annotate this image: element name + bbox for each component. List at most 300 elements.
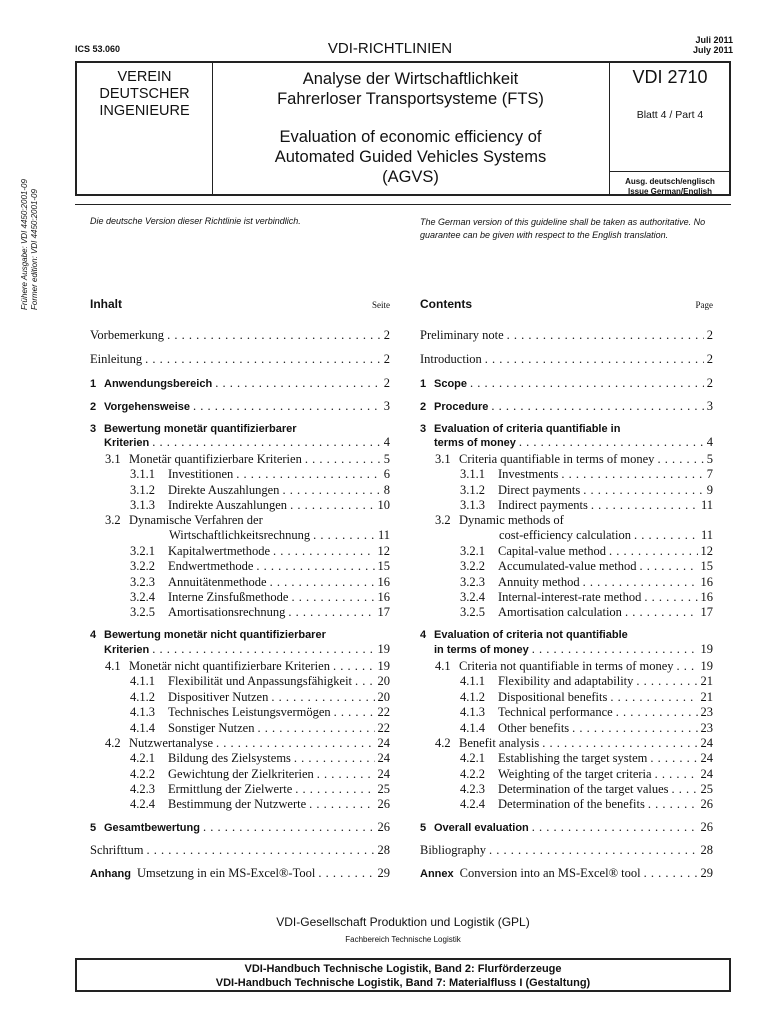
toc-entry[interactable] bbox=[460, 751, 713, 766]
toc-entry-label: Determination of the target values bbox=[498, 782, 669, 796]
toc-entry-label: Establishing the target system bbox=[498, 751, 648, 765]
toc-entry-number: 1 bbox=[90, 378, 97, 390]
toc-entry-number: 5 bbox=[90, 822, 97, 834]
toc-entry[interactable] bbox=[130, 544, 390, 559]
handbook-line: VDI-Handbuch Technische Logistik, Band 2: Flurförderzeuge bbox=[244, 963, 562, 975]
toc-entry-label: Kriterien bbox=[104, 437, 150, 449]
toc-entry-label: Determination of the benefits bbox=[498, 797, 645, 811]
toc-entry-number: 4.2 bbox=[105, 736, 121, 750]
leader-dots bbox=[305, 452, 381, 467]
toc-entry[interactable] bbox=[130, 721, 390, 736]
toc-entry[interactable] bbox=[130, 575, 390, 590]
toc-entry-label: Accumulated-value method bbox=[498, 559, 637, 573]
toc-entry[interactable] bbox=[105, 659, 390, 674]
toc-entry-number: 3.2.3 bbox=[130, 575, 155, 589]
toc-entry-label: Indirekte Auszahlungen bbox=[168, 498, 288, 512]
leader-dots bbox=[355, 674, 374, 689]
toc-entry[interactable] bbox=[131, 528, 390, 543]
toc-entry-page: 19 bbox=[700, 642, 713, 656]
toc-entry-number: 4.1.4 bbox=[460, 721, 485, 735]
handbook-box bbox=[75, 958, 731, 992]
toc-entry-number: 3.2 bbox=[105, 513, 121, 527]
toc-entry-label: Bestimmung der Nutzwerte bbox=[168, 797, 307, 811]
toc-entry-page: 24 bbox=[700, 736, 713, 750]
toc-entry[interactable] bbox=[460, 575, 713, 590]
toc-entry-label: Investitionen bbox=[168, 467, 234, 481]
toc-entry-number: 3.1.1 bbox=[460, 467, 485, 481]
toc-entry-number: 4.2 bbox=[435, 736, 451, 750]
toc-entry-label: terms of money bbox=[434, 437, 516, 449]
toc-entry[interactable] bbox=[420, 376, 713, 391]
toc-entry[interactable] bbox=[435, 452, 713, 467]
toc-entry[interactable] bbox=[130, 605, 390, 620]
toc-entry-label: Ermittlung der Zielwerte bbox=[168, 782, 293, 796]
toc-entry-number: 4.1 bbox=[105, 659, 121, 673]
leader-dots bbox=[470, 376, 704, 391]
toc-entry[interactable] bbox=[105, 513, 390, 528]
toc-entry-number: 2 bbox=[90, 401, 97, 413]
leader-dots bbox=[644, 590, 697, 605]
leader-dots bbox=[295, 782, 374, 797]
toc-entry[interactable] bbox=[90, 328, 390, 343]
toc-entry-page: 24 bbox=[377, 751, 390, 765]
leader-dots bbox=[256, 559, 374, 574]
toc-entry-page: 23 bbox=[700, 705, 713, 719]
toc-entry-label: Criteria quantifiable in terms of money bbox=[459, 452, 655, 466]
toc-entry[interactable] bbox=[460, 498, 713, 513]
toc-entry[interactable] bbox=[105, 452, 390, 467]
toc-entry-page: 6 bbox=[383, 467, 390, 481]
toc-entry-page: 26 bbox=[377, 820, 390, 834]
toc-entry-number: 3.1.3 bbox=[460, 498, 485, 512]
toc-entry[interactable] bbox=[460, 544, 713, 559]
toc-entry-number: 5 bbox=[420, 822, 427, 834]
leader-dots bbox=[318, 866, 374, 881]
toc-entry[interactable] bbox=[460, 467, 713, 482]
leader-dots bbox=[145, 352, 381, 367]
toc-entry[interactable] bbox=[420, 435, 713, 450]
leader-dots bbox=[532, 820, 698, 835]
toc-entry-label: Flexibility and adaptability bbox=[498, 674, 634, 688]
toc-entry-number: 4.1.1 bbox=[460, 674, 485, 688]
binding-note-en: The German version of this guideline shall be taken as authoritative. No guarantee can be given with respect to the English translation. bbox=[420, 217, 706, 240]
toc-entry-label: in terms of money bbox=[434, 644, 529, 656]
toc-entry-number: 3.1.3 bbox=[130, 498, 155, 512]
leader-dots bbox=[288, 605, 374, 620]
toc-entry-number: 3.1.1 bbox=[130, 467, 155, 481]
toc-entry-label: Introduction bbox=[420, 352, 482, 366]
toc-entry[interactable] bbox=[130, 705, 390, 720]
leader-dots bbox=[271, 690, 374, 705]
leader-dots bbox=[313, 528, 375, 543]
leader-dots bbox=[640, 559, 698, 574]
toc-entry-label: Wirtschaftlichkeitsrechnung bbox=[169, 528, 311, 542]
document-number: VDI 2710 bbox=[632, 67, 708, 87]
toc-entry[interactable] bbox=[130, 467, 390, 482]
leader-dots bbox=[309, 797, 374, 812]
toc-entry-page: 17 bbox=[700, 605, 713, 619]
toc-entry[interactable] bbox=[130, 498, 390, 513]
toc-entry[interactable] bbox=[460, 782, 713, 797]
leader-dots bbox=[672, 782, 698, 797]
toc-de bbox=[90, 293, 390, 880]
toc-entry-number: Annex bbox=[420, 868, 454, 880]
toc-entry-page: 11 bbox=[377, 528, 390, 542]
ics-code: ICS 53.060 bbox=[75, 44, 121, 54]
toc-entry[interactable] bbox=[420, 866, 713, 881]
toc-entry-page: 24 bbox=[700, 767, 713, 781]
society-name: VDI-Gesellschaft Produktion und Logistik (GPL) bbox=[276, 915, 530, 929]
leader-dots bbox=[146, 843, 374, 858]
toc-entry-page: 21 bbox=[700, 690, 713, 704]
toc-entry-page: 16 bbox=[700, 575, 713, 589]
toc-entry-number: 3 bbox=[90, 423, 97, 435]
leader-dots bbox=[677, 659, 698, 674]
toc-entry[interactable] bbox=[420, 843, 713, 858]
toc-entry-page: 26 bbox=[377, 797, 390, 811]
toc-entry-label: Bibliography bbox=[420, 843, 486, 857]
leader-dots bbox=[317, 767, 375, 782]
former-edition-en: Former edition: VDI 4450:2001-09 bbox=[30, 189, 39, 310]
leader-dots bbox=[616, 705, 698, 720]
toc-en bbox=[420, 293, 713, 880]
toc-entry-number: 3.1.2 bbox=[460, 483, 485, 497]
toc-entry-page: 25 bbox=[377, 782, 390, 796]
toc-entry-number: 3.2.2 bbox=[460, 559, 485, 573]
issue-language: Ausg. deutsch/englisch Issue German/English bbox=[625, 177, 715, 196]
toc-entry-page: 16 bbox=[377, 575, 390, 589]
toc-entry-page: 5 bbox=[383, 452, 390, 466]
leader-dots bbox=[333, 659, 375, 674]
toc-entry-page: 2 bbox=[706, 328, 713, 342]
toc-entry-label: Sonstiger Nutzen bbox=[168, 721, 255, 735]
toc-entry-number: 3.2.3 bbox=[460, 575, 485, 589]
toc-entry[interactable] bbox=[435, 736, 713, 751]
toc-entry-label: Direct payments bbox=[498, 483, 581, 497]
toc-entry-label: Direkte Auszahlungen bbox=[168, 483, 280, 497]
toc-entry-label: Internal-interest-rate method bbox=[498, 590, 642, 604]
toc-entry-number: 4.2.4 bbox=[460, 797, 485, 811]
leader-dots bbox=[625, 605, 698, 620]
toc-entry[interactable] bbox=[130, 690, 390, 705]
issue-date bbox=[693, 35, 733, 55]
toc-entry[interactable] bbox=[90, 628, 390, 643]
leader-dots bbox=[193, 399, 381, 414]
toc-entry-number: 4.2.4 bbox=[130, 797, 155, 811]
toc-entry[interactable] bbox=[130, 483, 390, 498]
leader-dots bbox=[167, 328, 381, 343]
leader-dots bbox=[491, 399, 703, 414]
toc-entry-page: 3 bbox=[706, 399, 713, 413]
toc-entry[interactable] bbox=[460, 797, 713, 812]
toc-entry-number: 3.1 bbox=[105, 452, 121, 466]
toc-entry-page: 21 bbox=[700, 674, 713, 688]
toc-entry-label: Schrifttum bbox=[90, 843, 144, 857]
toc-entry-label: Overall evaluation bbox=[434, 822, 529, 834]
toc-entry[interactable] bbox=[90, 352, 390, 367]
toc-entry-label: Dispositiver Nutzen bbox=[168, 690, 269, 704]
leader-dots bbox=[257, 721, 374, 736]
toc-entry[interactable] bbox=[420, 642, 713, 657]
toc-entry-label: Investments bbox=[498, 467, 559, 481]
leader-dots bbox=[282, 483, 380, 498]
toc-entry-number: 3.2.5 bbox=[460, 605, 485, 619]
toc-entry-page: 28 bbox=[377, 843, 390, 857]
toc-entry-label: Annuity method bbox=[498, 575, 580, 589]
toc-entry[interactable] bbox=[420, 352, 713, 367]
toc-entry[interactable] bbox=[420, 328, 713, 343]
leader-dots bbox=[542, 736, 697, 751]
toc-entry-number: 3.2.1 bbox=[460, 544, 485, 558]
toc-entry-page: 19 bbox=[377, 659, 390, 673]
toc-entry[interactable] bbox=[460, 690, 713, 705]
toc-entry-page: 26 bbox=[700, 797, 713, 811]
toc-entry-page: 23 bbox=[700, 721, 713, 735]
toc-entry[interactable] bbox=[460, 483, 713, 498]
toc-entry-page: 2 bbox=[706, 376, 713, 390]
toc-entry[interactable] bbox=[460, 674, 713, 689]
toc-entry-label: Bewertung monetär nicht quantifizierbarer bbox=[104, 629, 326, 641]
page-label: Page bbox=[695, 300, 713, 310]
toc-entry-label: Criteria not quantifiable in terms of money bbox=[459, 659, 674, 673]
toc-entry-label: cost-efficiency calculation bbox=[499, 528, 631, 542]
toc-entry-page: 12 bbox=[700, 544, 713, 558]
toc-entry-page: 25 bbox=[700, 782, 713, 796]
toc-entry-label: Other benefits bbox=[498, 721, 570, 735]
toc-entry-label: Evaluation of criteria not quantifiable bbox=[434, 629, 628, 641]
toc-entry-number: 1 bbox=[420, 378, 427, 390]
toc-entry-page: 17 bbox=[377, 605, 390, 619]
toc-entry-page: 9 bbox=[706, 483, 713, 497]
toc-entry-number: 4.2.2 bbox=[460, 767, 485, 781]
toc-entry-page: 4 bbox=[706, 435, 713, 449]
toc-entry-page: 24 bbox=[700, 751, 713, 765]
toc-entry-label: Evaluation of criteria quantifiable in bbox=[434, 423, 621, 435]
toc-entry-page: 16 bbox=[377, 590, 390, 604]
toc-entry-number: 4.2.3 bbox=[460, 782, 485, 796]
leader-dots bbox=[507, 328, 704, 343]
toc-entry-label: Technisches Leistungsvermögen bbox=[168, 705, 331, 719]
division-name: Fachbereich Technische Logistik bbox=[345, 935, 461, 944]
toc-entry-page: 20 bbox=[377, 690, 390, 704]
leader-dots bbox=[591, 498, 698, 513]
toc-entry-page: 8 bbox=[383, 483, 390, 497]
binding-note-de: Die deutsche Version dieser Richtlinie ist verbindlich. bbox=[90, 216, 301, 226]
toc-entry-label: Endwertmethode bbox=[168, 559, 254, 573]
toc-entry-page: 12 bbox=[377, 544, 390, 558]
toc-entry[interactable] bbox=[460, 590, 713, 605]
toc-entry[interactable] bbox=[130, 590, 390, 605]
leader-dots bbox=[294, 751, 375, 766]
leader-dots bbox=[273, 544, 374, 559]
toc-entry-page: 28 bbox=[700, 843, 713, 857]
toc-entry-number: 4.2.2 bbox=[130, 767, 155, 781]
page-label: Seite bbox=[372, 300, 390, 310]
leader-dots bbox=[583, 575, 698, 590]
leader-dots bbox=[485, 352, 704, 367]
toc-entry[interactable] bbox=[461, 528, 713, 543]
toc-entry-number: 4.2.1 bbox=[460, 751, 485, 765]
toc-entry-label: Gewichtung der Zielkriterien bbox=[168, 767, 314, 781]
toc-entry-page: 24 bbox=[377, 767, 390, 781]
leader-dots bbox=[215, 376, 381, 391]
former-edition-de: Frühere Ausgabe: VDI 4450:2001-09 bbox=[20, 179, 29, 310]
leader-dots bbox=[650, 751, 697, 766]
toc-entry-number: 4.2.3 bbox=[130, 782, 155, 796]
toc-entry-label: Bewertung monetär quantifizierbarer bbox=[104, 423, 297, 435]
toc-entry[interactable] bbox=[90, 843, 390, 858]
toc-entry-number: 3 bbox=[420, 423, 427, 435]
toc-entry-page: 29 bbox=[377, 866, 390, 880]
toc-entry-page: 5 bbox=[706, 452, 713, 466]
toc-entry[interactable] bbox=[420, 820, 713, 835]
former-edition bbox=[20, 160, 40, 310]
leader-dots bbox=[657, 452, 703, 467]
toc-entry-label: Technical performance bbox=[498, 705, 613, 719]
toc-entry-label: Gesamtbewertung bbox=[104, 822, 200, 834]
toc-entry-label: Kapitalwertmethode bbox=[168, 544, 271, 558]
leader-dots bbox=[636, 674, 697, 689]
handbook-line: VDI-Handbuch Technische Logistik, Band 7: Materialfluss I (Gestaltung) bbox=[215, 977, 591, 989]
toc-entry-page: 19 bbox=[377, 642, 390, 656]
toc-entry[interactable] bbox=[90, 399, 390, 414]
toc-entry-number: 4.1.1 bbox=[130, 674, 155, 688]
toc-entry[interactable] bbox=[460, 605, 713, 620]
footer bbox=[75, 915, 731, 944]
toc-entry-label: Indirect payments bbox=[498, 498, 588, 512]
toc-entry[interactable] bbox=[435, 513, 713, 528]
toc-entry-label: Amortisationsrechnung bbox=[168, 605, 286, 619]
leader-dots bbox=[572, 721, 697, 736]
title-en: Evaluation of economic efficiency of Automated Guided Vehicles Systems (AGVS) bbox=[274, 128, 547, 186]
toc-entry-label: Scope bbox=[434, 378, 468, 390]
toc-entry-label: Flexibilität und Anpassungsfähigkeit bbox=[168, 674, 353, 688]
toc-entry-number: Anhang bbox=[90, 868, 131, 880]
toc-entry-page: 22 bbox=[377, 721, 390, 735]
toc-entry[interactable] bbox=[90, 435, 390, 450]
toc-heading: Contents bbox=[420, 297, 472, 311]
toc-entry[interactable] bbox=[460, 559, 713, 574]
toc-entry[interactable] bbox=[460, 767, 713, 782]
date-de: Juli 2011 bbox=[695, 35, 733, 45]
toc-entry-page: 19 bbox=[700, 659, 713, 673]
toc-entry-number: 3.2.5 bbox=[130, 605, 155, 619]
toc-entry-label: Annuitätenmethode bbox=[168, 575, 267, 589]
toc-entry-label: Weighting of the target criteria bbox=[498, 767, 652, 781]
toc-entry-label: Einleitung bbox=[90, 352, 143, 366]
toc-entry-label: Procedure bbox=[434, 401, 489, 413]
toc-entry[interactable] bbox=[130, 674, 390, 689]
leader-dots bbox=[152, 435, 381, 450]
toc-entry[interactable] bbox=[435, 659, 713, 674]
toc-entry-page: 11 bbox=[700, 498, 713, 512]
toc-entry-page: 3 bbox=[383, 399, 390, 413]
toc-entry-number: 3.2.1 bbox=[130, 544, 155, 558]
leader-dots bbox=[610, 690, 697, 705]
toc-heading: Inhalt bbox=[90, 297, 122, 311]
toc-entry-page: 22 bbox=[377, 705, 390, 719]
toc-entry-number: 4.1.4 bbox=[130, 721, 155, 735]
toc-entry[interactable] bbox=[90, 866, 390, 881]
toc-entry[interactable] bbox=[460, 705, 713, 720]
toc-entry[interactable] bbox=[105, 736, 390, 751]
toc-entry-label: Amortisation calculation bbox=[498, 605, 622, 619]
toc-entry[interactable] bbox=[130, 782, 390, 797]
toc-entry[interactable] bbox=[90, 376, 390, 391]
leader-dots bbox=[634, 528, 698, 543]
leader-dots bbox=[532, 642, 698, 657]
toc-entry[interactable] bbox=[130, 559, 390, 574]
toc-entry-label: Monetär nicht quantifizierbare Kriterien bbox=[129, 659, 330, 673]
toc-entry-page: 2 bbox=[383, 352, 390, 366]
leader-dots bbox=[583, 483, 703, 498]
toc-entry-number: 4 bbox=[420, 629, 427, 641]
leader-dots bbox=[290, 498, 374, 513]
toc-entry[interactable] bbox=[420, 628, 713, 643]
toc-entry-page: 16 bbox=[700, 590, 713, 604]
toc-entry-number: 3.2.2 bbox=[130, 559, 155, 573]
toc-entry-page: 20 bbox=[377, 674, 390, 688]
toc-entry[interactable] bbox=[130, 751, 390, 766]
toc-entry-number: 4.1.2 bbox=[460, 690, 485, 704]
toc-entry-number: 3.1.2 bbox=[130, 483, 155, 497]
leader-dots bbox=[152, 642, 374, 657]
toc-entry-number: 3.2.4 bbox=[460, 590, 485, 604]
toc-entry[interactable] bbox=[130, 767, 390, 782]
toc-entry-number: 2 bbox=[420, 401, 427, 413]
part-number: Blatt 4 / Part 4 bbox=[636, 109, 704, 121]
toc-entry-number: 3.1 bbox=[435, 452, 451, 466]
toc-entry-number: 4 bbox=[90, 629, 97, 641]
toc-entry-page: 7 bbox=[706, 467, 713, 481]
toc-entry-label: Dynamic methods of bbox=[459, 513, 564, 527]
toc-entry-label: Umsetzung in ein MS-Excel®-Tool bbox=[136, 866, 316, 880]
leader-dots bbox=[609, 544, 698, 559]
toc-entry-label: Dispositional benefits bbox=[498, 690, 608, 704]
toc-entry-page: 26 bbox=[700, 820, 713, 834]
toc-entry[interactable] bbox=[420, 399, 713, 414]
leader-dots bbox=[489, 843, 698, 858]
toc-entry-page: 11 bbox=[700, 528, 713, 542]
leader-dots bbox=[270, 575, 375, 590]
leader-dots bbox=[648, 797, 698, 812]
toc-entry-number: 4.2.1 bbox=[130, 751, 155, 765]
toc-entry[interactable] bbox=[460, 721, 713, 736]
leader-dots bbox=[655, 767, 698, 782]
publisher-name: VEREIN DEUTSCHER INGENIEURE bbox=[99, 69, 190, 119]
leader-dots bbox=[216, 736, 375, 751]
toc-entry-page: 4 bbox=[383, 435, 390, 449]
toc-entry-label: Vorbemerkung bbox=[90, 328, 165, 342]
toc-entry-page: 2 bbox=[383, 376, 390, 390]
toc-entry-label: Dynamische Verfahren der bbox=[129, 513, 263, 527]
toc-entry-label: Capital-value method bbox=[498, 544, 606, 558]
toc-entry-label: Monetär quantifizierbare Kriterien bbox=[129, 452, 302, 466]
leader-dots bbox=[561, 467, 703, 482]
toc-entry-label: Nutzwertanalyse bbox=[129, 736, 213, 750]
title-de: Analyse der Wirtschaftlichkeit Fahrerloser Transportsysteme (FTS) bbox=[277, 70, 544, 108]
divider bbox=[75, 204, 731, 205]
toc-entry[interactable] bbox=[130, 797, 390, 812]
toc-entry-page: 24 bbox=[377, 736, 390, 750]
toc-entry-page: 2 bbox=[706, 352, 713, 366]
leader-dots bbox=[334, 705, 375, 720]
toc-entry[interactable] bbox=[90, 820, 390, 835]
leader-dots bbox=[236, 467, 380, 482]
toc-entry-label: Interne Zinsfußmethode bbox=[168, 590, 289, 604]
leader-dots bbox=[291, 590, 374, 605]
toc-entry[interactable] bbox=[90, 642, 390, 657]
